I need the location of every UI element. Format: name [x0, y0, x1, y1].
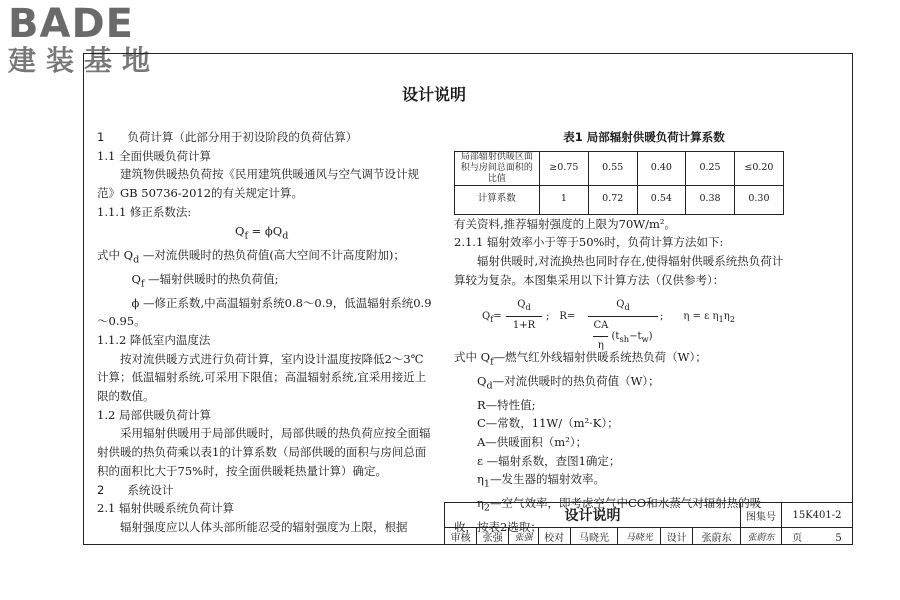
paragraph: 式中 $Q_d$ —对流供暖时的热负荷值(高大空间不计高度附加)；: [97, 247, 405, 265]
paragraph: 辐射强度应以人体头部所能忍受的辐射强度为上限，根据: [97, 519, 408, 534]
logo-wordmark: BADE: [8, 1, 134, 47]
paragraph: $\eta_1—$发生器的辐射效率。: [454, 472, 605, 490]
titleblock-page-label: 页: [792, 532, 803, 544]
paragraph: 1.2 局部供暖负荷计算: [97, 407, 211, 422]
paragraph: $\eta_2—$空气效率，即考虑空气中CO和水蒸气对辐射热的吸收，按表2选取；: [454, 496, 762, 535]
table-cell: ≤0.20: [734, 151, 783, 185]
paragraph: C—常数，11W/（m²·K）；: [454, 416, 619, 431]
titleblock-page: [782, 528, 853, 545]
paragraph: 1.1 全面供暖负荷计算: [97, 148, 211, 163]
paragraph: 1.1.2 降低室内温度法: [97, 332, 211, 347]
paragraph: R—特性值;: [454, 397, 536, 412]
paragraph: ε —辐射系数，查图1确定；: [454, 453, 621, 468]
table-row: [445, 528, 853, 545]
table-cell: 0.30: [734, 185, 783, 214]
paragraph: 1 负荷计算（此部分用于初设阶段的负荷估算）: [97, 130, 358, 144]
paragraph: 2 系统设计: [97, 482, 174, 497]
formula-num1: $Q_d$: [517, 298, 531, 312]
titleblock-review-label: 审核: [445, 528, 477, 545]
formula-fraction-2: [588, 296, 658, 356]
formula-den1: 1+R: [506, 316, 542, 336]
titleblock-reviewer: 张强: [477, 528, 509, 545]
formula-eta: ; η = ε $\eta_1\eta_2$: [660, 310, 736, 324]
paragraph: 1.1.1 修正系数法:: [97, 204, 192, 219]
logo-subtitle: 建装基地: [8, 44, 161, 77]
table-cell: 0.38: [686, 185, 735, 214]
titleblock-designer: 张蔚东: [693, 528, 741, 545]
table1-caption: 表1 局部辐射供暖负荷计算系数: [563, 130, 725, 144]
paragraph: ϕ —修正系数,中高温辐射系统0.8～0.9，低温辐射系统0.9～0.95。: [97, 295, 432, 329]
table1: [454, 151, 784, 215]
table-cell: 0.72: [588, 185, 637, 214]
left-column: [97, 128, 432, 537]
paragraph: 式中 $Q_f—$燃气红外线辐射供暖系统热负荷（W）；: [454, 349, 707, 367]
titleblock-checker: 马晓光: [570, 528, 618, 545]
titleblock-checker-signature: 马晓光: [618, 528, 661, 545]
formula-den2-frac: [593, 317, 608, 355]
titleblock-designer-signature: 张蔚东: [741, 528, 782, 545]
formula-den2: [588, 316, 658, 355]
paragraph: 有关资料,推荐辐射强度的上限为70W/m²。: [454, 216, 676, 231]
formula-block: [454, 296, 784, 351]
table-row: [445, 503, 853, 528]
table-cell: ≥0.75: [539, 151, 588, 185]
table-cell: 0.55: [588, 151, 637, 185]
paragraph: 2.1 辐射供暖系统负荷计算: [97, 501, 234, 516]
table-cell: 0.25: [686, 151, 735, 185]
formula-den2-tail: $(t_{sh}-t_w)$: [611, 330, 653, 344]
right-top-text: [454, 215, 784, 290]
paragraph: 辐射供暖时,对流换热也同时存在,使得辐射供暖系统热负荷计算较为复杂。本图集采用以下计算方法（仅供参考）：: [454, 254, 784, 287]
formula-den2-den: η: [597, 339, 604, 351]
titleblock-reviewer-signature: 张强: [509, 528, 538, 545]
paragraph: 建筑物供暖热负荷按《民用建筑供暖通风与空气调节设计规范》GB 50736-2012的有关规定计算。: [97, 167, 419, 201]
table-cell: 0.40: [637, 151, 686, 185]
formula-fraction-1: [506, 296, 542, 336]
titleblock-design-label: 设计: [661, 528, 693, 545]
paragraph: 2.1.1 辐射效率小于等于50%时，负荷计算方法如下:: [454, 235, 724, 250]
table-cell: 0.54: [637, 185, 686, 214]
paragraph: 采用辐射供暖用于局部供暖时，局部供暖的热负荷应按全面辐射供暖的热负荷乘以表1的计算系数（局部供暖的面积与房间总面积的面积比大于75%时，按全面供暖耗热量计算）确定。: [97, 426, 431, 478]
paragraph: $Q_d—$对流供暖时的热负荷值（W）；: [454, 373, 660, 391]
formula-den2-num: CA: [593, 317, 608, 337]
titleblock-atlas-no: 15K401-2: [782, 503, 853, 528]
titleblock-name: 设计说明: [445, 503, 741, 528]
table1-row2-label: 计算系数: [455, 185, 540, 214]
paragraph: $Q_f = \phi Q_d$: [97, 223, 289, 241]
table-cell: 1: [539, 185, 588, 214]
table-row: [455, 185, 784, 214]
title-block: [444, 502, 853, 545]
right-column: [454, 128, 784, 537]
formula-r: ; R=: [546, 310, 576, 322]
paragraph: 按对流供暖方式进行负荷计算，室内设计温度按降低2～3℃计算；低温辐射系统,可采用下限值；高温辐射系统,宜采用接近上限的数值。: [97, 351, 427, 404]
titleblock-check-label: 校对: [538, 528, 570, 545]
titleblock-atlas-label: 图集号: [741, 503, 782, 528]
table-row: [455, 151, 784, 185]
paragraph: $Q_f$ —辐射供暖时的热负荷值;: [97, 271, 279, 289]
page-title: 设计说明: [402, 85, 467, 104]
paragraph: A—供暖面积（m²）；: [454, 434, 588, 449]
formula-qf: $Q_f=$: [482, 310, 502, 324]
table1-row1-label: 局部辐射供暖区面积与房间总面积的比值: [455, 151, 540, 185]
formula-num2: $Q_d$: [616, 298, 630, 312]
titleblock-page-no: 5: [835, 532, 842, 544]
